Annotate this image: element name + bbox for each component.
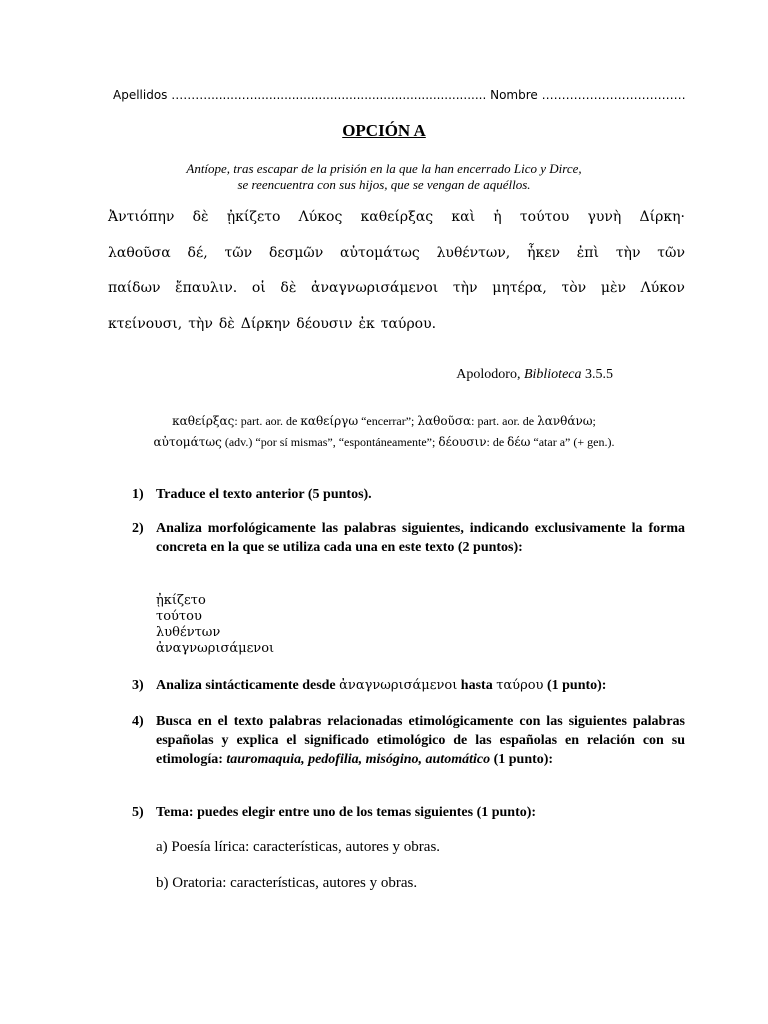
note-greek-word: λανθάνω [537, 414, 593, 428]
greek-word: δέ, [187, 245, 208, 261]
topic-option-b [156, 875, 417, 892]
source-ref: 3.5.5 [585, 367, 613, 382]
note-text: “encerrar”; [358, 414, 418, 428]
question-number: 4) [132, 714, 144, 729]
option-text: Oratoria: características, autores y obras. [172, 875, 418, 891]
greek-word: τούτου [519, 209, 570, 225]
greek-word: Ἀντιόπην [108, 209, 175, 225]
question-5 [132, 803, 685, 822]
spanish-words: tauromaquia, pedofilia, misógino, automático [226, 752, 491, 767]
notes-line-2 [0, 432, 768, 453]
greek-word: δεσμῶν [268, 245, 324, 261]
question-text [156, 712, 685, 769]
greek-word: ἧκεν [527, 245, 560, 261]
greek-text-line-2 [108, 245, 685, 261]
question-3 [132, 676, 685, 695]
greek-word: δὲ [218, 316, 235, 332]
note-text: : de [486, 435, 508, 449]
question-2 [132, 519, 685, 557]
student-info-line [113, 88, 693, 102]
apellidos-label: Apellidos [113, 88, 168, 102]
apellidos-blank: ……….........…............................................................. [171, 88, 487, 102]
question-text-part: Busca en el texto palabras relacionadas etimológicamente con las siguientes palabras españolas y explica el significado etimológico de las españolas en relación con su etimología: [156, 714, 685, 767]
greek-word: γυνὴ [587, 209, 622, 225]
source-author: Apolodoro, [456, 367, 521, 382]
notes-line-1 [0, 411, 768, 432]
greek-word: ταύρου. [380, 316, 437, 332]
question-number: 5) [132, 805, 144, 820]
topic-option-a [156, 839, 440, 856]
greek-word: μὲν [600, 280, 626, 296]
greek-word: λυθέντων, [436, 245, 511, 261]
note-greek-word: αὐτομάτως [153, 435, 222, 449]
greek-word: τὴν [615, 245, 641, 261]
greek-word: ᾐκίζετο [226, 209, 281, 225]
greek-word: δὲ [192, 209, 209, 225]
question-text-part: (1 punto): [543, 678, 607, 693]
greek-text-line-1 [108, 209, 685, 225]
analysis-word: λυθέντων [156, 625, 221, 640]
question-1 [132, 485, 685, 504]
greek-word: ἡ [493, 209, 502, 225]
question-4 [132, 712, 685, 769]
note-text: “atar a” (+ gen.). [530, 435, 615, 449]
greek-word: Δίρκην [240, 316, 291, 332]
question-text [156, 676, 685, 695]
greek-word: τὴν [188, 316, 213, 332]
nombre-label: Nombre [490, 88, 538, 102]
note-greek-word: δέω [507, 435, 531, 449]
greek-word: οἱ [251, 280, 266, 296]
greek-word: τὴν [452, 280, 478, 296]
intro-line-2: se reencuentra con sus hijos, que se vengan de aquéllos. [237, 177, 531, 192]
question-number: 3) [132, 678, 144, 693]
greek-word: καθείρξας [360, 209, 434, 225]
greek-text-line-4 [108, 316, 685, 332]
greek-word: ἐπὶ [576, 245, 599, 261]
greek-word: ἀναγνωρισάμενοι [339, 678, 458, 693]
greek-word: ταύρου [496, 678, 544, 693]
note-greek-word: καθείργω [300, 414, 359, 428]
note-greek-word: δέουσιν [438, 435, 487, 449]
greek-word: Λύκον [640, 280, 685, 296]
note-text: (adv.) “por sí mismas”, “espontáneamente”; [221, 435, 439, 449]
question-number: 2) [132, 521, 144, 536]
nombre-blank: ……………………………… [541, 88, 686, 102]
source-work: Biblioteca [523, 367, 582, 382]
greek-word: ἐκ [358, 316, 375, 332]
note-text: : part. aor. de [234, 414, 301, 428]
note-greek-word: λαθοῦσα [417, 414, 472, 428]
greek-word: μητέρα, [492, 280, 547, 296]
greek-word: καὶ [451, 209, 476, 225]
text-source [0, 367, 613, 383]
greek-word: τῶν [224, 245, 253, 261]
greek-word: τὸν [561, 280, 587, 296]
greek-word: Δίρκη· [639, 209, 685, 225]
page-title: OPCIÓN A [342, 121, 426, 140]
option-text: Poesía lírica: características, autores y obras. [171, 839, 441, 855]
question-number: 1) [132, 487, 144, 502]
vocabulary-notes [0, 411, 768, 453]
note-text: : part. aor. de [471, 414, 538, 428]
intro-line-1: Antíope, tras escapar de la prisión en la que la han encerrado Lico y Dirce, [186, 161, 582, 176]
greek-word: λαθοῦσα [108, 245, 171, 261]
question-text-part: Analiza sintácticamente desde [156, 678, 340, 693]
greek-word: δὲ [280, 280, 297, 296]
greek-word: ἔπαυλιν. [175, 280, 238, 296]
analysis-word: ἀναγνωρισάμενοι [156, 641, 275, 656]
question-text: Analiza morfológicamente las palabras siguientes, indicando exclusivamente la forma concreta en la que se utiliza cada una en este texto (2 puntos): [156, 521, 685, 555]
greek-word: κτείνουσι, [108, 316, 183, 332]
intro-summary [0, 161, 768, 193]
greek-word: τῶν [657, 245, 685, 261]
question-text-part: (1 punto): [490, 752, 554, 767]
greek-text-line-3 [108, 280, 685, 296]
greek-word: ἀναγνωρισάμενοι [311, 280, 439, 296]
question-text-part: hasta [457, 678, 497, 693]
option-label: a) [156, 839, 168, 855]
greek-word: παίδων [108, 280, 161, 296]
option-label: b) [156, 875, 169, 891]
analysis-word-list [156, 593, 274, 657]
question-text: Tema: puedes elegir entre uno de los temas siguientes (1 punto): [156, 805, 537, 820]
greek-word: Λύκος [298, 209, 343, 225]
greek-word: αὐτομάτως [340, 245, 420, 261]
analysis-word: ᾐκίζετο [156, 593, 206, 608]
analysis-word: τούτου [156, 609, 202, 624]
note-text: ; [592, 414, 596, 428]
note-greek-word: καθείρξας [172, 414, 235, 428]
question-text: Traduce el texto anterior (5 puntos). [156, 487, 372, 502]
greek-word: δέουσιν [296, 316, 353, 332]
